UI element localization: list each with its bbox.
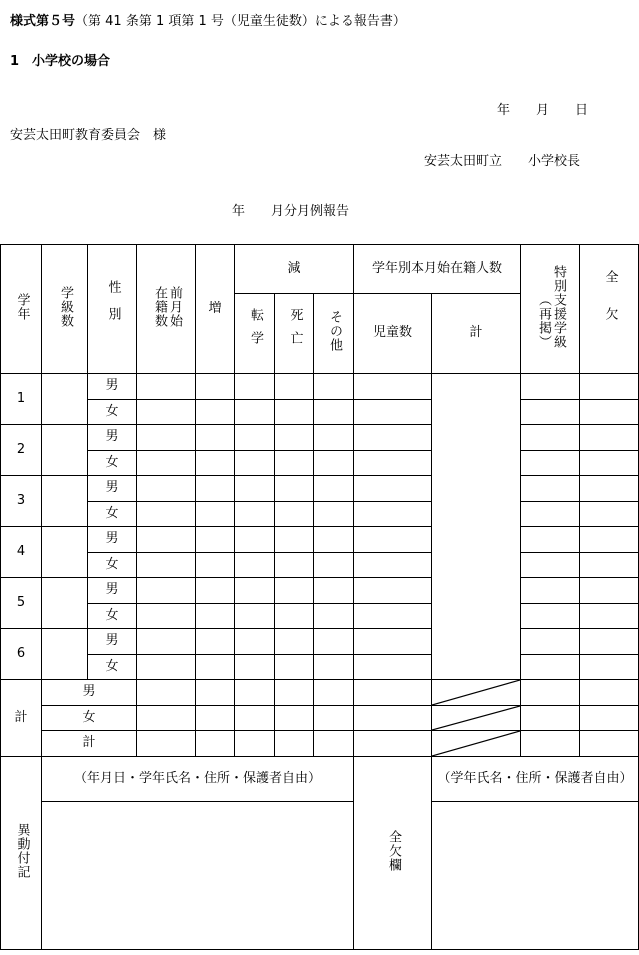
cell[interactable] [196,476,235,502]
gender-header: 性別 [88,245,137,374]
students-header: 児童数 [354,294,432,374]
cell[interactable] [275,400,314,425]
form-subtitle: （第 41 条第 1 項第 1 号（児童生徒数）による報告書） [75,14,406,29]
grade-header: 学年 [1,245,42,374]
cell[interactable] [235,374,275,400]
cell[interactable] [580,374,639,400]
total-female-label: 女 [42,706,137,731]
cell[interactable] [196,451,235,476]
gender-female: 女 [88,553,137,578]
other-header: その他 [314,294,354,374]
grade-label: 4 [1,527,42,578]
diagonal-cell [432,680,521,706]
cell[interactable] [275,731,314,757]
classes-cell[interactable] [42,527,88,578]
cell[interactable] [521,655,580,680]
cell[interactable] [137,578,196,604]
total-label: 計 [1,680,42,757]
prev-month-header: 在籍数前月始 [137,245,196,374]
total-header: 計 [432,294,521,374]
cell[interactable] [275,476,314,502]
cell[interactable] [314,706,354,731]
recipient: 安芸太田町教育委員会 様 [10,128,167,143]
cell[interactable] [196,706,235,731]
total-male-label: 男 [42,680,137,706]
remarks-label: 異動付記 [1,757,42,950]
gender-male: 男 [88,425,137,451]
cell[interactable] [354,629,432,655]
absent-column-label: 全欠欄 [354,757,432,950]
cell[interactable] [521,502,580,527]
cell[interactable] [521,527,580,553]
cell[interactable] [235,527,275,553]
cell[interactable] [235,731,275,757]
report-title: 年 月分月例報告 [232,204,350,219]
cell[interactable] [275,425,314,451]
cell[interactable] [580,527,639,553]
cell[interactable] [521,451,580,476]
cell[interactable] [580,578,639,604]
cell[interactable] [275,502,314,527]
cell[interactable] [235,655,275,680]
enrollment-table [0,244,639,950]
cell[interactable] [521,476,580,502]
cell[interactable] [196,629,235,655]
cell[interactable] [137,604,196,629]
sender: 安芸太田町立 小学校長 [424,154,581,169]
cell[interactable] [354,425,432,451]
cell[interactable] [275,629,314,655]
classes-cell[interactable] [42,374,88,425]
cell[interactable] [314,731,354,757]
cell[interactable] [196,425,235,451]
gender-male: 男 [88,527,137,553]
cell[interactable] [235,680,275,706]
grade-label: 5 [1,578,42,629]
cell[interactable] [137,553,196,578]
cell[interactable] [235,451,275,476]
cell[interactable] [354,476,432,502]
cell[interactable] [275,655,314,680]
cell[interactable] [580,425,639,451]
cell[interactable] [580,706,639,731]
cell[interactable] [137,629,196,655]
cell[interactable] [196,553,235,578]
report-date: 年 月 日 [497,103,589,118]
classes-cell[interactable] [42,629,88,680]
diagonal-cell [432,731,521,757]
grade-label: 6 [1,629,42,680]
cell[interactable] [196,527,235,553]
cell[interactable] [354,374,432,400]
gender-male: 男 [88,629,137,655]
cell[interactable] [521,400,580,425]
gender-male: 男 [88,578,137,604]
cell[interactable] [137,502,196,527]
cell[interactable] [196,680,235,706]
grade-label: 2 [1,425,42,476]
cell[interactable] [521,731,580,757]
gender-male: 男 [88,476,137,502]
cell[interactable] [354,553,432,578]
grade-label: 1 [1,374,42,425]
cell[interactable] [275,680,314,706]
death-header: 死亡 [275,294,314,374]
absent-header: 全欠 [580,245,639,374]
classes-cell[interactable] [42,425,88,476]
cell[interactable] [235,502,275,527]
enrolled-total-cell[interactable] [432,374,521,680]
cell[interactable] [314,527,354,553]
cell[interactable] [354,400,432,425]
gender-female: 女 [88,502,137,527]
grade-label: 3 [1,476,42,527]
cell[interactable] [354,502,432,527]
cell[interactable] [580,553,639,578]
cell[interactable] [354,655,432,680]
cell[interactable] [521,578,580,604]
cell[interactable] [275,451,314,476]
cell[interactable] [137,731,196,757]
cell[interactable] [196,400,235,425]
gender-female: 女 [88,400,137,425]
cell[interactable] [354,604,432,629]
classes-header: 学級数 [42,245,88,374]
cell[interactable] [196,604,235,629]
cell[interactable] [137,425,196,451]
cell[interactable] [521,706,580,731]
remarks-note-right: （学年氏名・住所・保護者自由） [432,757,639,802]
cell[interactable] [235,553,275,578]
special-class-header: （再掲）特別支援学級 [521,245,580,374]
cell[interactable] [235,604,275,629]
cell[interactable] [521,629,580,655]
cell[interactable] [354,731,432,757]
cell[interactable] [314,425,354,451]
cell[interactable] [196,655,235,680]
gender-male: 男 [88,374,137,400]
cell[interactable] [314,502,354,527]
cell[interactable] [235,400,275,425]
cell[interactable] [314,553,354,578]
form-header [10,10,406,29]
cell[interactable] [196,578,235,604]
cell[interactable] [314,451,354,476]
cell[interactable] [235,706,275,731]
cell[interactable] [196,374,235,400]
cell[interactable] [314,680,354,706]
cell[interactable] [580,604,639,629]
decrease-header: 減 [235,245,354,294]
transfer-header: 転学 [235,294,275,374]
cell[interactable] [314,629,354,655]
cell[interactable] [580,476,639,502]
cell[interactable] [580,502,639,527]
cell[interactable] [196,502,235,527]
cell[interactable] [275,553,314,578]
cell[interactable] [275,706,314,731]
diagonal-cell [432,706,521,731]
cell[interactable] [580,629,639,655]
remarks-note-left: （年月日・学年氏名・住所・保護者自由） [42,757,354,802]
cell[interactable] [235,425,275,451]
total-total-label: 計 [42,731,137,757]
cell[interactable] [521,553,580,578]
classes-cell[interactable] [42,476,88,527]
cell[interactable] [580,451,639,476]
cell[interactable] [354,680,432,706]
gender-female: 女 [88,655,137,680]
cell[interactable] [137,655,196,680]
classes-cell[interactable] [42,578,88,629]
cell[interactable] [137,706,196,731]
cell[interactable] [235,578,275,604]
form-number: 様式第５号 [10,14,76,29]
cell[interactable] [580,680,639,706]
cell[interactable] [275,578,314,604]
cell[interactable] [137,400,196,425]
cell[interactable] [354,451,432,476]
cell[interactable] [137,476,196,502]
cell[interactable] [521,425,580,451]
cell[interactable] [314,400,354,425]
cell[interactable] [521,604,580,629]
cell[interactable] [235,629,275,655]
cell[interactable] [137,527,196,553]
diagonal-line [432,731,520,756]
diagonal-line [432,680,520,705]
cell[interactable] [521,374,580,400]
gender-female: 女 [88,451,137,476]
cell[interactable] [275,527,314,553]
cell[interactable] [314,578,354,604]
enrolled-group-header: 学年別本月始在籍人数 [354,245,521,294]
cell[interactable] [235,476,275,502]
cell[interactable] [275,604,314,629]
gender-female: 女 [88,604,137,629]
cell[interactable] [580,655,639,680]
remarks-entry-right[interactable] [432,802,639,950]
remarks-entry-left[interactable] [42,802,354,950]
cell[interactable] [580,731,639,757]
cell[interactable] [137,680,196,706]
cell[interactable] [275,374,314,400]
cell[interactable] [354,527,432,553]
increase-header: 増 [196,245,235,374]
cell[interactable] [314,604,354,629]
cell[interactable] [196,731,235,757]
cell[interactable] [314,476,354,502]
cell[interactable] [521,680,580,706]
cell[interactable] [580,400,639,425]
cell[interactable] [137,451,196,476]
cell[interactable] [137,374,196,400]
cell[interactable] [314,655,354,680]
cell[interactable] [354,706,432,731]
diagonal-line [432,706,520,730]
section-heading: 1 小学校の場合 [10,54,111,69]
cell[interactable] [314,374,354,400]
cell[interactable] [354,578,432,604]
